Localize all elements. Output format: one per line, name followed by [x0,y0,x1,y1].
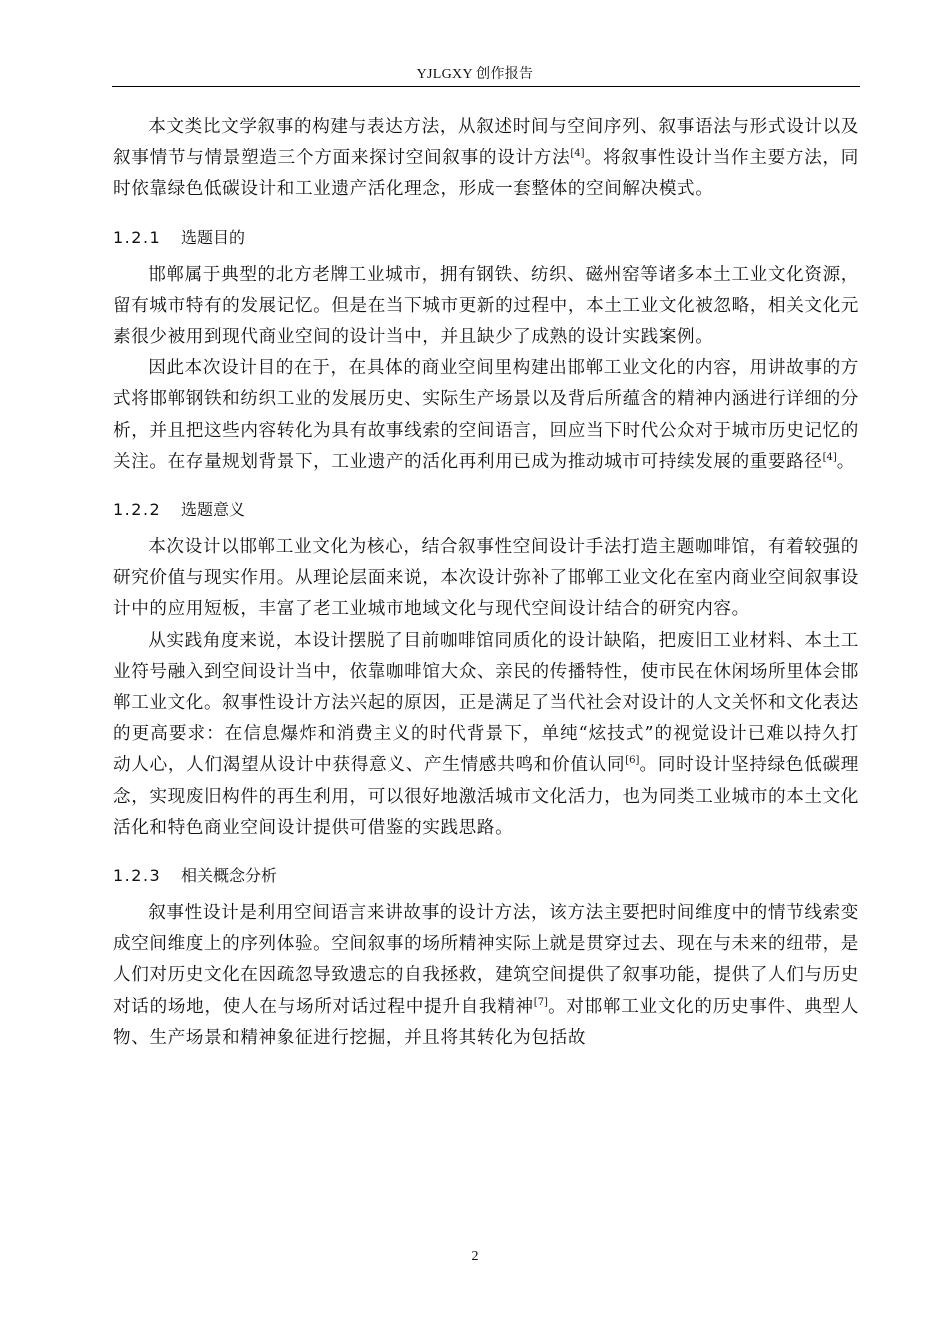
citation: [4] [570,148,585,160]
section-title: 选题意义 [181,500,246,520]
paragraph [113,626,859,844]
paragraph-text: 叙事性设计是利用空间语言来讲故事的设计方法，该方法主要把时间维度中的情节线索变成空间维度上的序列体验。空间叙事的场所精神实际上就是贯穿过去、现在与未来的纽带，是人们对历史文化在因疏忽导致遗忘的自我拯救，建筑空间提供了叙事功能，提供了人们与历史对话的场地，使人在与场所对话过程中提升自我精神 [113,903,859,1017]
citation: [6] [625,755,640,767]
intro-text: 本文类比文学叙事的构建与表达方法，从叙述时间与空间序列、叙事语法与形式设计以及叙事情节与情景塑造三个方面来探讨空间叙事的设计方法 [113,117,859,169]
paragraph-text-cont: 。同时设计坚持绿色低碳理念，实现废旧构件的再生利用，可以很好地激活城市文化活力，也为同类工业城市的本土文化活化和特色商业空间设计提供可借鉴的实践思路。 [113,755,859,838]
intro-text-cont: 。将叙事性设计当作主要方法，同时依靠绿色低碳设计和工业遗产活化理念，形成一套整体的空间解决模式。 [113,148,859,200]
paragraph [113,353,859,478]
paragraph-text-cont: 。对邯郸工业文化的历史事件、典型人物、生产场景和精神象征进行挖掘，并且将其转化为包括故 [113,996,859,1048]
paragraph [113,898,859,1054]
section-heading-1-2-1 [113,226,859,250]
paragraph [113,260,859,354]
citation: [4] [822,451,837,463]
header-rule [112,86,860,87]
document-body [113,112,859,1054]
section-title: 相关概念分析 [181,866,278,886]
paragraph-text: 从实践角度来说，本设计摆脱了目前咖啡馆同质化的设计缺陷，把废旧工业材料、本土工业符号融入到空间设计当中，依靠咖啡馆大众、亲民的传播特性，使市民在休闲场所里体会邯郸工业文化。叙事性设计方法兴起的原因，正是满足了当代社会对设计的人文关怀和文化表达的更高要求：在信息爆炸和消费主义的时代背景下，单纯“炫技式”的视觉设计已难以持久打动人心，人们渴望从设计中获得意义、产生情感共鸣和价值认同 [113,630,859,776]
paragraph-text: 因此本次设计目的在于，在具体的商业空间里构建出邯郸工业文化的内容，用讲故事的方式将邯郸钢铁和纺织工业的发展历史、实际生产场景以及背后所蕴含的精神内涵进行详细的分析，并且把这些内容转化为具有故事线索的空间语言，回应当下时代公众对于城市历史记忆的关注。在存量规划背景下，工业遗产的活化再利用已成为推动城市可持续发展的重要路径 [113,358,859,472]
paragraph-text-cont: 。 [836,451,855,472]
section-number: 1.2.1 [113,227,162,247]
section-heading-1-2-2 [113,498,859,522]
page-number: 2 [471,1249,479,1264]
section-number: 1.2.3 [113,866,162,886]
citation: [7] [533,996,548,1008]
section-number: 1.2.2 [113,500,162,520]
paragraph-text: 邯郸属于典型的北方老牌工业城市，拥有钢铁、纺织、磁州窑等诸多本土工业文化资源，留有城市特有的发展记忆。但是在当下城市更新的过程中，本土工业文化被忽略，相关文化元素很少被用到现代商业空间的设计当中，并且缺少了成熟的设计实践案例。 [113,264,859,348]
paragraph [113,532,859,626]
intro-paragraph [113,112,859,206]
section-title: 选题目的 [181,227,246,247]
page-header: YJLGXY 创作报告 [416,67,534,82]
paragraph-text: 本次设计以邯郸工业文化为核心，结合叙事性空间设计手法打造主题咖啡馆，有着较强的研究价值与现实作用。从理论层面来说，本次设计弥补了邯郸工业文化在室内商业空间叙事设计中的应用短板，丰富了老工业城市地域文化与现代空间设计结合的研究内容。 [113,537,859,620]
section-heading-1-2-3 [113,864,859,888]
